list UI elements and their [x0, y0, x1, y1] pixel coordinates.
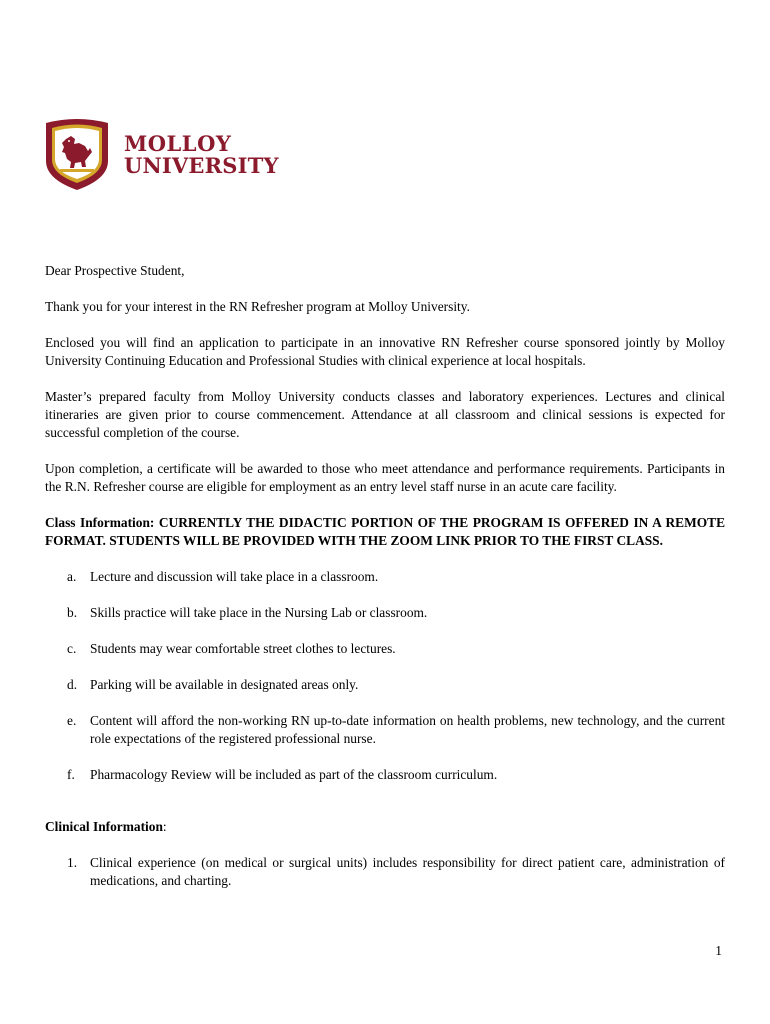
- list-marker: 1.: [67, 855, 78, 870]
- logo-line-2: UNIVERSITY: [124, 153, 279, 178]
- list-marker: d.: [67, 677, 78, 692]
- clinical-information-heading: [45, 818, 725, 836]
- list-item: [45, 604, 725, 622]
- list-item-text: Clinical experience (on medical or surgical units) includes responsibility for direct patient care, administration of medications, and charting.: [90, 855, 725, 888]
- clinical-heading-colon: :: [162, 819, 167, 834]
- list-item-text: Skills practice will take place in the Nursing Lab or classroom.: [90, 605, 428, 620]
- class-information-heading: Class Information: CURRENTLY THE DIDACTIC PORTION OF THE PROGRAM IS OFFERED IN A REMOTE FORMAT. STUDENTS WILL BE PROVIDED WITH THE ZOOM LINK PRIOR TO THE FIRST CLASS.: [45, 515, 725, 548]
- lion-shield-icon: [44, 117, 110, 191]
- list-item: [45, 712, 725, 748]
- university-logo: [44, 117, 279, 191]
- clinical-heading-label: Clinical Information: [45, 819, 163, 834]
- list-item: [45, 766, 725, 784]
- list-item: [45, 854, 725, 890]
- list-marker: a.: [67, 569, 77, 584]
- list-marker: e.: [67, 713, 77, 728]
- list-item-text: Parking will be available in designated areas only.: [90, 677, 359, 692]
- salutation: Dear Prospective Student,: [45, 263, 185, 278]
- list-marker: b.: [67, 605, 78, 620]
- list-item: [45, 568, 725, 586]
- paragraph-completion: Upon completion, a certificate will be awarded to those who meet attendance and performance requirements. Participants in the R.N. Refresher course are eligible for employment as an entry level staff nurse in an acute care facility.: [45, 461, 725, 494]
- logo-wordmark: [124, 133, 279, 177]
- clinical-information-list: [45, 854, 725, 890]
- list-item-text: Pharmacology Review will be included as part of the classroom curriculum.: [90, 767, 498, 782]
- list-item: [45, 676, 725, 694]
- paragraph-faculty: Master’s prepared faculty from Molloy University conducts classes and laboratory experiences. Lectures and clinical itineraries are given prior to course commencement. Attendance at all classroom and clinical sessions is expected for successful completion of the course.: [45, 389, 725, 440]
- paragraph-thank-you: Thank you for your interest in the RN Refresher program at Molloy University.: [45, 299, 470, 314]
- logo-line-1: MOLLOY: [124, 131, 232, 156]
- list-marker: c.: [67, 641, 77, 656]
- page-number: 1: [715, 943, 722, 958]
- list-marker: f.: [67, 767, 75, 782]
- list-item-text: Lecture and discussion will take place in a classroom.: [90, 569, 379, 584]
- list-item: [45, 640, 725, 658]
- letter-body: [45, 262, 725, 908]
- class-information-list: [45, 568, 725, 784]
- paragraph-enclosed: Enclosed you will find an application to participate in an innovative RN Refresher course sponsored jointly by Molloy University Continuing Education and Professional Studies with clinical experience at local hospitals.: [45, 335, 725, 368]
- list-item-text: Content will afford the non-working RN up-to-date information on health problems, new technology, and the current role expectations of the registered professional nurse.: [90, 713, 725, 746]
- list-item-text: Students may wear comfortable street clothes to lectures.: [90, 641, 396, 656]
